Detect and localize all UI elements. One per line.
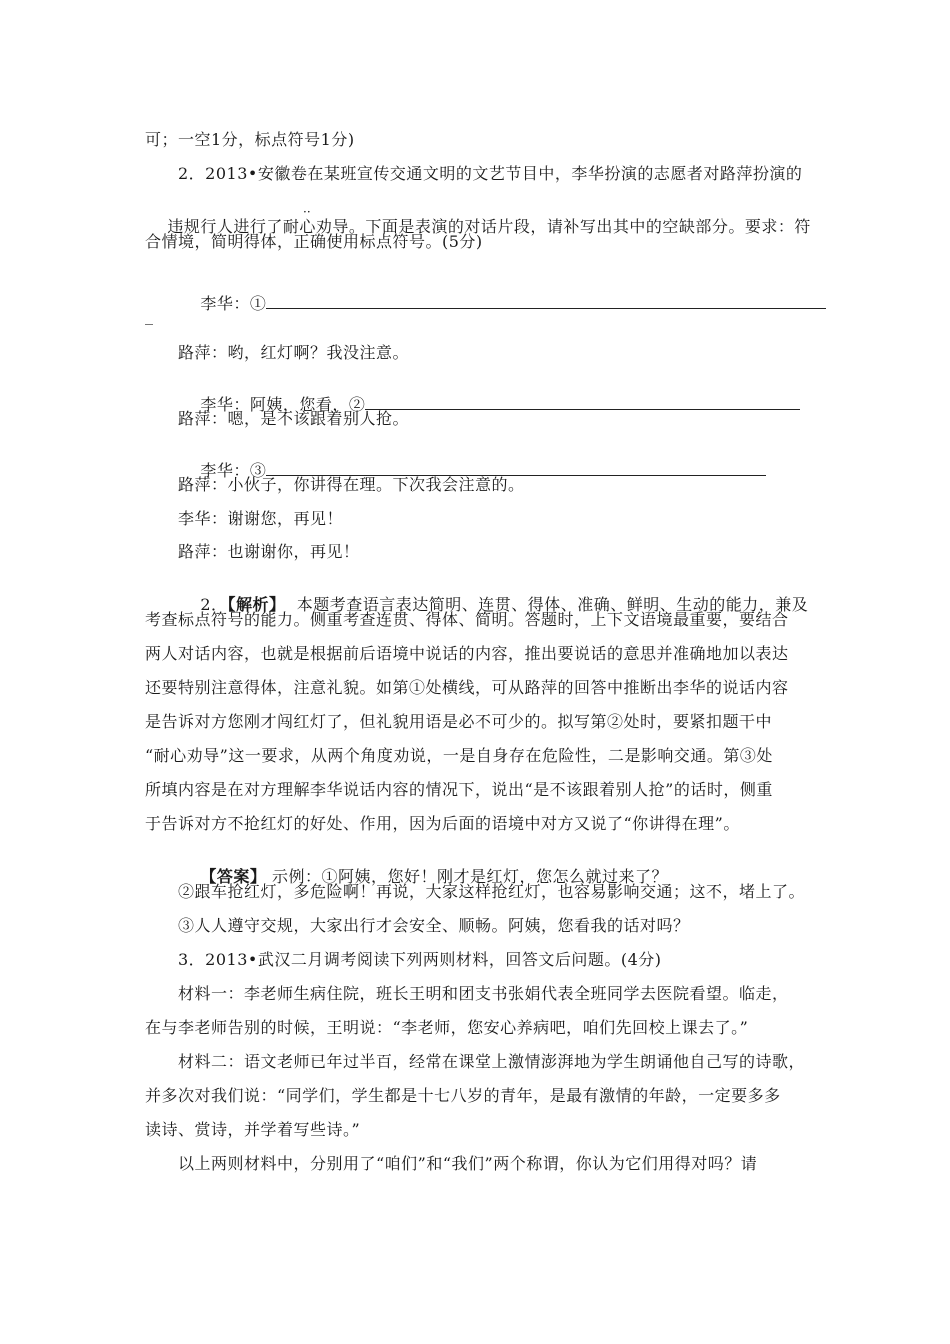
text-line: 合情境，简明得体，正确使用标点符号。(5分)	[145, 232, 483, 251]
text-segment: 示例：①阿姨，您好！刚才是红灯，您怎么就过来了？	[266, 867, 668, 886]
answer-blank-1[interactable]	[266, 294, 826, 309]
text-line: 考查标点符号的能力。侧重考查连贯、得体、简明。答题时，上下文语境最重要，要结合	[145, 610, 789, 629]
dialogue-line: 路萍：嗯，是不该跟着别人抢。	[178, 409, 410, 428]
question-2-title: 2．2013•安徽卷在某班宣传交通文明的文艺节目中，李华扮演的志愿者对路萍扮演的	[178, 164, 803, 183]
text-segment: 本题考查语言表达简明、连贯、得体、准确、鲜明、生动的能力，兼及	[285, 595, 809, 614]
text-line: 还要特别注意得体，注意礼貌。如第①处横线，可从路萍的回答中推断出李华的说话内容	[145, 678, 789, 697]
dialogue-line: 李华：谢谢您，再见！	[178, 509, 344, 528]
answer-blank-2[interactable]	[365, 395, 800, 410]
dialogue-line	[178, 272, 826, 333]
dialogue-line: 路萍：哟，红灯啊？我没注意。	[178, 343, 410, 362]
speaker-label: 李华：①	[200, 294, 267, 313]
text-line: ②跟车抢红灯，多危险啊！再说，大家这样抢红灯，也容易影响交通；这不，堵上了。	[178, 882, 806, 901]
dialogue-line: 路萍：小伙子，你讲得在理。下次我会注意的。	[178, 475, 525, 494]
text-line: 是告诉对方您刚才闯红灯了，但礼貌用语是必不可少的。拟写第②处时，要紧扣题干中	[145, 712, 773, 731]
answer-heading: 【答案】	[200, 867, 267, 886]
text-segment: 违规行人进行了耐心劝导。下面是表演的对话片段，请补写出其中的空缺部分。要求：符	[167, 217, 811, 236]
text-line: “耐心劝导”这一要求，从两个角度劝说，一是自身存在危险性，二是影响交通。第③处	[145, 746, 773, 765]
text-line: 在与李老师告别的时候，王明说：“李老师，您安心养病吧，咱们先回校上课去了。”	[145, 1018, 749, 1037]
text-line: 于告诉对方不抢红灯的好处、作用，因为后面的语境中对方又说了“你讲得在理”。	[145, 814, 740, 833]
text-line: 材料二：语文老师已年过半百，经常在课堂上激情澎湃地为学生朗诵他自己写的诗歌，	[178, 1052, 806, 1071]
speaker-label: 李华：③	[200, 461, 267, 480]
text-line: 并多次对我们说：“同学们，学生都是十七八岁的青年，是最有激情的年龄，一定要多多	[145, 1086, 781, 1105]
speaker-label: 李华：阿姨，您看，②	[200, 395, 366, 414]
text-line: 材料一：李老师生病住院，班长王明和团支书张娟代表全班同学去医院看望。临走，	[178, 984, 789, 1003]
analysis-heading: 【解析】	[227, 595, 286, 614]
text-line: 以上两则材料中，分别用了“咱们”和“我们”两个称谓，你认为它们用得对吗？请	[178, 1154, 758, 1173]
question-3-title: 3．2013•武汉二月调考阅读下列两则材料，回答文后问题。(4分)	[178, 950, 662, 969]
text-line: ③人人遵守交规，大家出行才会安全、顺畅。阿姨，您看我的话对吗？	[178, 916, 690, 935]
text-line: _	[145, 306, 154, 325]
dialogue-line: 路萍：也谢谢你，再见！	[178, 542, 360, 561]
text-line: 可；一空1分，标点符号1分)	[145, 130, 355, 149]
text-line: 读诗、赏诗，并学着写些诗。”	[145, 1120, 361, 1139]
text-line: 两人对话内容，也就是根据前后语境中说话的内容，推出要说话的意思并准确地加以表达	[145, 644, 789, 663]
question-number: 2．	[200, 595, 228, 614]
emphasis-dots: ··	[303, 205, 311, 219]
text-line: 所填内容是在对方理解李华说话内容的情况下，说出“是不该跟着别人抢”的话时，侧重	[145, 780, 773, 799]
